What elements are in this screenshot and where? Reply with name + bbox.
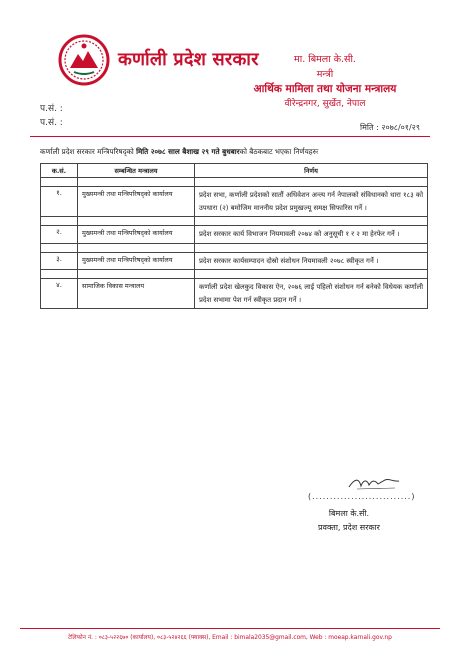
table-spacer-row	[41, 178, 428, 187]
footer-contact: टेलिफोन नं. : ०८३-५२२६७० (कार्यालय), ०८३-५२४२६६ (फ्याक्स), Email : bimala2035@gmail.com, Web : moeap.karnali.gov.np	[68, 635, 392, 641]
header-divider	[30, 136, 430, 137]
letter-number-label-2: प.सं. :	[40, 118, 63, 128]
table-row	[41, 279, 428, 309]
row-sn: २.	[41, 226, 78, 244]
row-sn: १.	[41, 187, 78, 217]
row-decision: प्रदेश सरकार कार्य विभाजन नियमावली २०७४ को अनुसूची १ र २ मा हेरफेर गर्ने ।	[195, 226, 428, 244]
signatory-name: बिमला के.सी.	[328, 509, 370, 518]
signatory-title: प्रवक्ता, प्रदेश सरकार	[318, 523, 380, 532]
letter-number-label: प.सं. :	[40, 104, 63, 114]
intro-text-before: कर्णाली प्रदेश सरकार मन्त्रिपरिषद्को	[40, 147, 137, 156]
row-ministry: सामाजिक विकास मन्त्रालय	[78, 279, 195, 309]
table-row	[41, 252, 428, 270]
intro-paragraph	[40, 147, 430, 157]
signatory-block	[318, 507, 380, 535]
row-decision: प्रदेश सभा, कर्णाली प्रदेशको सातौं अधिवेशन अन्त्य गर्न नेपालको संविधानको धारा १८३ को उपधारा (२) बमोजिम माननीय प्रदेश प्रमुखज्यू समक्ष सिफारिस गर्ने ।	[195, 187, 428, 217]
col-header-decision: निर्णय	[195, 164, 428, 178]
office-address: वीरेन्द्रनगर, सुर्खेत, नेपाल	[284, 99, 366, 109]
row-ministry: मुख्यमन्त्री तथा मन्त्रिपरिषद्को कार्यालय	[78, 252, 195, 270]
row-ministry: मुख्यमन्त्री तथा मन्त्रिपरिषद्को कार्यालय	[78, 226, 195, 244]
row-sn: ४.	[41, 279, 78, 309]
letter-date: मिति : २०७८/०१/२९	[360, 123, 420, 132]
footer-divider	[20, 628, 440, 629]
letterhead-office-block	[230, 52, 420, 112]
table-row	[41, 187, 428, 217]
row-ministry: मुख्यमन्त्री तथा मन्त्रिपरिषद्को कार्यालय	[78, 187, 195, 217]
row-sn: ३.	[41, 252, 78, 270]
decisions-table	[40, 163, 428, 309]
intro-text-after: को बैठकबाट भएका निर्णयहरुः	[239, 147, 319, 156]
ministry-name: आर्थिक मामिला तथा योजना मन्त्रालय	[253, 83, 397, 95]
minister-title: मन्त्री	[316, 69, 334, 80]
row-decision: कर्णाली प्रदेश खेलकुद विकास ऐन, २०७६ लाई पहिलो संशोधन गर्न बनेको विधेयक कर्णाली प्रदेश सभामा पेश गर्न स्वीकृत प्रदान गर्ने ।	[195, 279, 428, 309]
table-spacer-row	[41, 243, 428, 252]
table-spacer-row	[41, 270, 428, 279]
signature-line: (............................)	[308, 492, 416, 501]
row-decision: प्रदेश सरकार कार्यसम्पादन दोस्रो संशोधन नियमावली २०७८ स्वीकृत गर्ने ।	[195, 252, 428, 270]
table-spacer-row	[41, 217, 428, 226]
minister-name: मा. बिमला के.सी.	[294, 54, 356, 65]
karnali-emblem-logo	[58, 34, 110, 86]
government-brand-title: कर्णाली प्रदेश सरकार	[118, 49, 259, 70]
intro-date-bold: मिति २०७८ साल बैशाख २९ गते बुधबार	[136, 147, 240, 156]
handwritten-signature	[345, 474, 405, 492]
table-header-row	[41, 164, 428, 178]
col-header-ministry: सम्बन्धित मन्त्रालय	[78, 164, 195, 178]
table-row	[41, 226, 428, 244]
col-header-sn: क.सं.	[41, 164, 78, 178]
